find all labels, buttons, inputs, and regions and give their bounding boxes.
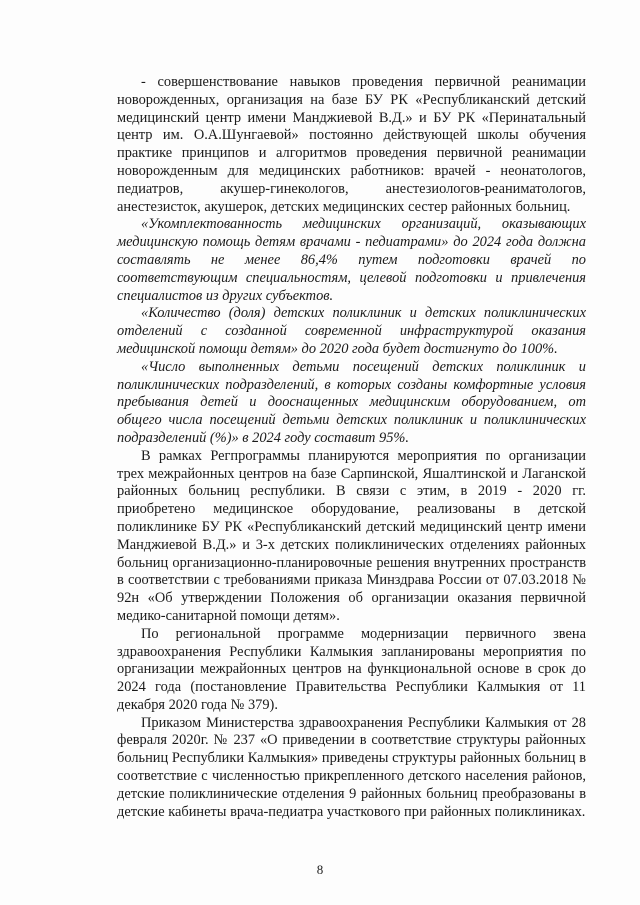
paragraph-reanimation-training: - совершенствование навыков проведения первичной реанимации новорожденных, организация на базе БУ РК «Республиканский детский медицинский центр имени Манджиевой В.Д.» и БУ РК «Перинатальный центр им. О.А.Шунгаевой» постоянно действующей школы обучения практике принципов и алгоритмов проведения первичной реанимации новорожденным для медицинских работников: врачей - неонатологов, педиатров, акушер-гинекологов, анестезиологов-реаниматологов, анестезисток, акушерок, детских медицинских сестер районных больниц. xyxy=(117,74,586,215)
paragraph-staffing-indicator: «Укомплектованность медицинских организаций, оказывающих медицинскую помощь детям врачами - педиатрами» до 2024 года должна составлять не менее 86,4% путем подготовки врачей по соответствующим специальностям, целевой подготовки и привлечения специалистов из других субъектов. xyxy=(117,216,586,304)
page-number: 8 xyxy=(316,862,324,877)
document-body xyxy=(117,74,586,821)
paragraph-interdistrict-centers: В рамках Регпрограммы планируются мероприятия по организации трех межрайонных центров на базе Сарпинской, Яшалтинской и Лаганской районных больниц республики. В связи с этим, в 2019 - 2020 гг. приобретено медицинское оборудование, реализованы в детской поликлинике БУ РК «Республиканский детский медицинский центр имени Манджиевой В.Д.» и 3-х детских поликлинических отделениях районных больниц организационно-планировочные решения внутренних пространств в соответствии с требованиями приказа Минздрава России от 07.03.2018 № 92н «Об утверждении Положения об организации оказания первичной медико-санитарной помощи детям». xyxy=(117,447,586,624)
paragraph-ministry-order: Приказом Министерства здравоохранения Республики Калмыкия от 28 февраля 2020г. № 237 «О приведении в соответствие структуры районных больниц Республики Калмыкия» приведены структуры районных больниц в соответствие с численностью прикрепленного детского населения районов, детские поликлинические отделения 9 районных больниц преобразованы в детские кабинеты врача-педиатра участкового при районных поликлиниках. xyxy=(117,714,586,820)
paragraph-infrastructure-indicator: «Количество (доля) детских поликлиник и детских поликлинических отделений с созданной современной инфраструктурой оказания медицинской помощи детям» до 2020 года будет достигнуто до 100%. xyxy=(117,305,586,357)
paragraph-modernization-program: По региональной программе модернизации первичного звена здравоохранения Республики Калмыкия запланированы мероприятия по организации межрайонных центров на функциональной основе в срок до 2024 года (постановление Правительства Республики Калмыкия от 11 декабря 2020 года № 379). xyxy=(117,625,586,713)
paragraph-visits-indicator: «Число выполненных детьми посещений детских поликлиник и поликлинических подразделений, в которых созданы комфортные условия пребывания детей и дооснащенных медицинским оборудованием, от общего числа посещений детьми детских поликлиник и поликлинических подразделений (%)» в 2024 году составит 95%. xyxy=(117,358,586,446)
